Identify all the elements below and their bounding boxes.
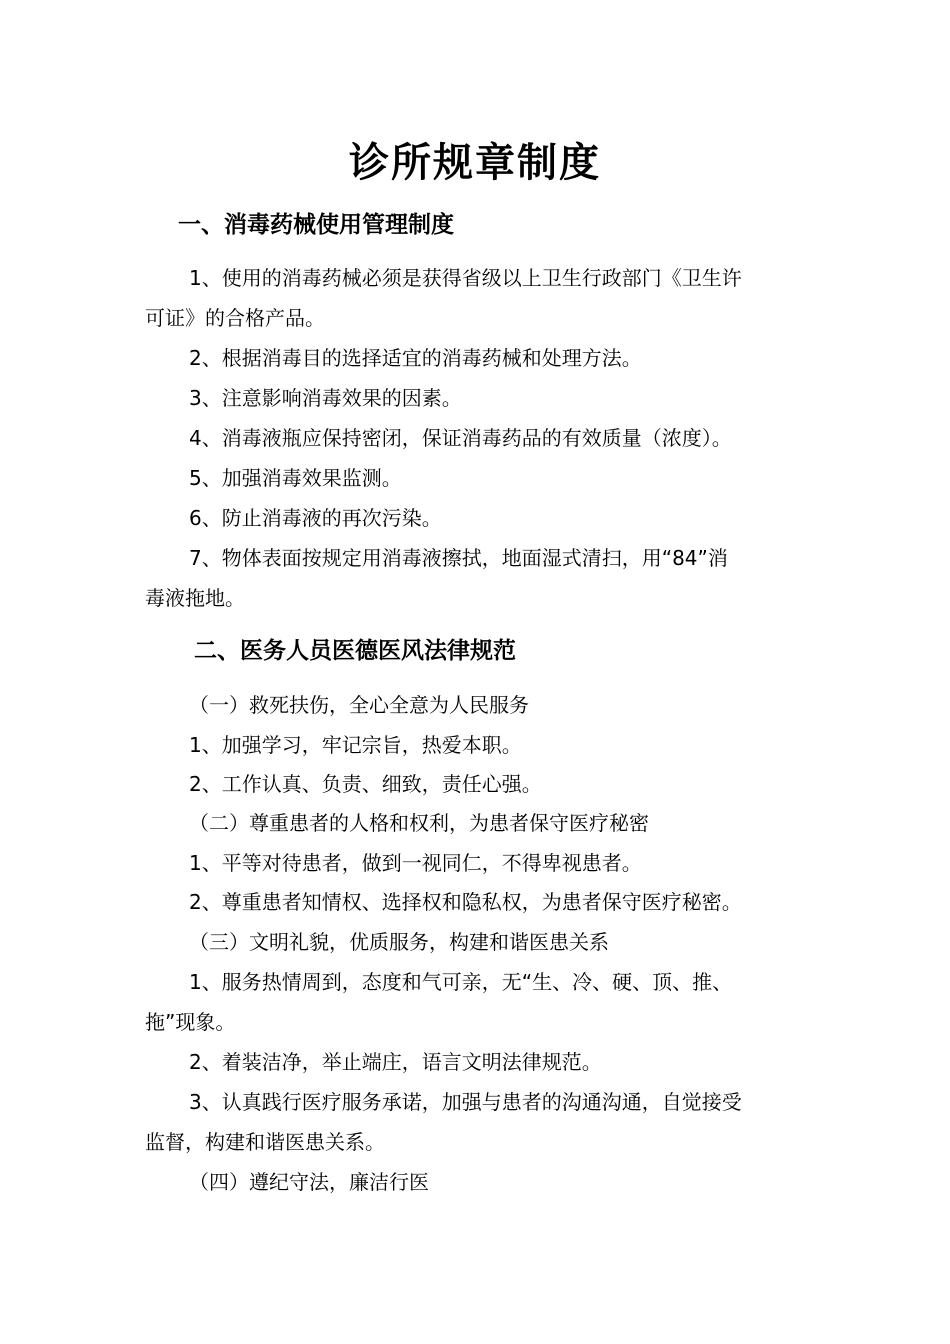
paragraph-line: （三）文明礼貌，优质服务，构建和谐医患关系	[189, 930, 609, 954]
paragraph-2-9	[145, 1042, 810, 1082]
paragraph-line: 2、工作认真、负责、细致，责任心强。	[189, 772, 542, 796]
paragraph-line: 2、根据消毒目的选择适宜的消毒药械和处理方法。	[189, 346, 642, 370]
paragraph-2-3	[145, 764, 810, 804]
paragraph-line: 3、注意影响消毒效果的因素。	[189, 386, 462, 410]
paragraph-2-4	[145, 803, 810, 843]
paragraph-2-8	[145, 962, 810, 1042]
section-heading-disinfection: 一、消毒药械使用管理制度	[178, 212, 454, 238]
paragraph-line: 1、加强学习，牢记宗旨，热爱本职。	[189, 733, 522, 757]
paragraph-line: 可证》的合格产品。	[145, 306, 325, 330]
paragraph-line: 2、尊重患者知情权、选择权和隐私权，为患者保守医疗秘密。	[189, 890, 742, 914]
paragraph-2-5	[145, 843, 810, 883]
paragraph-line: 3、认真践行医疗服务承诺，加强与患者的沟通沟通，自觉接受	[189, 1090, 742, 1114]
paragraph-1-7	[145, 538, 810, 618]
paragraph-line: 1、使用的消毒药械必须是获得省级以上卫生行政部门《卫生许	[189, 266, 742, 290]
paragraph-line: 4、消毒液瓶应保持密闭，保证消毒药品的有效质量（浓度）。	[189, 426, 732, 450]
paragraph-line: 拖”现象。	[145, 1010, 236, 1034]
paragraph-line: 毒液拖地。	[145, 586, 245, 610]
paragraph-2-2	[145, 725, 810, 765]
paragraph-line: 6、防止消毒液的再次污染。	[189, 506, 442, 530]
document-title: 诊所规章制度	[349, 139, 601, 186]
paragraph-1-1	[145, 258, 810, 338]
paragraph-1-2	[145, 338, 810, 378]
paragraph-line: （二）尊重患者的人格和权利，为患者保守医疗秘密	[189, 811, 649, 835]
paragraph-line: （一）救死扶伤，全心全意为人民服务	[189, 693, 529, 717]
paragraph-line: 1、服务热情周到，态度和气可亲，无“生、冷、硬、顶、推、	[189, 970, 733, 994]
paragraph-2-6	[145, 882, 810, 922]
paragraph-line: 7、物体表面按规定用消毒液擦拭，地面湿式清扫，用“84”消	[189, 546, 728, 570]
paragraph-1-4	[145, 418, 810, 458]
paragraph-1-6	[145, 498, 810, 538]
section-heading-medical-ethics: 二、医务人员医德医风法律规范	[194, 638, 516, 664]
paragraph-2-10	[145, 1082, 810, 1162]
paragraph-2-7	[145, 922, 810, 962]
paragraph-1-5	[145, 458, 810, 498]
paragraph-1-3	[145, 378, 810, 418]
paragraph-line: （四）遵纪守法，廉洁行医	[189, 1170, 429, 1194]
paragraph-line: 2、着装洁净，举止端庄，语言文明法律规范。	[189, 1050, 602, 1074]
paragraph-line: 监督，构建和谐医患关系。	[145, 1130, 385, 1154]
paragraph-line: 5、加强消毒效果监测。	[189, 466, 402, 490]
paragraph-2-11	[145, 1162, 810, 1202]
paragraph-2-1	[145, 685, 810, 725]
paragraph-line: 1、平等对待患者，做到一视同仁，不得卑视患者。	[189, 851, 642, 875]
